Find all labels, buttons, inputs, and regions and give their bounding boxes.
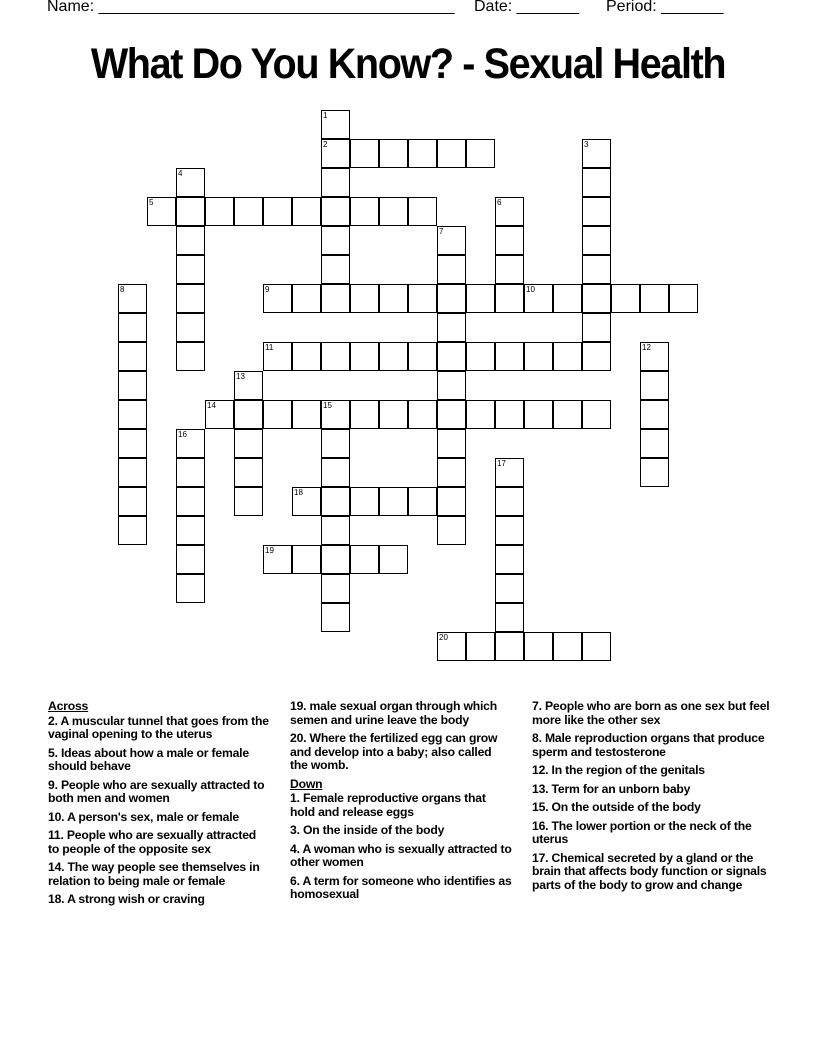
clue-text: Female reproductive organs that hold and release eggs — [290, 791, 486, 819]
clue-number-label: 16. — [532, 818, 549, 833]
clue-item — [48, 811, 270, 825]
clue-text: Term for an unborn baby — [548, 781, 691, 796]
crossword-cell[interactable] — [176, 168, 205, 197]
clue-text: Ideas about how a male or female should behave — [48, 745, 249, 773]
clue-item — [290, 843, 512, 870]
crossword-cell[interactable] — [640, 284, 669, 313]
crossword-cell[interactable] — [495, 255, 524, 284]
across-clue-list-continued — [290, 700, 512, 773]
crossword-cell[interactable] — [582, 632, 611, 661]
crossword-cell[interactable] — [118, 516, 147, 545]
crossword-cell[interactable] — [437, 487, 466, 516]
crossword-cell[interactable] — [292, 487, 321, 516]
crossword-cell[interactable] — [640, 400, 669, 429]
clue-text: The lower portion or the neck of the uterus — [532, 818, 752, 846]
crossword-cell[interactable] — [321, 429, 350, 458]
crossword-cell[interactable] — [118, 458, 147, 487]
crossword-cell[interactable] — [379, 400, 408, 429]
crossword-cell[interactable] — [553, 632, 582, 661]
across-heading: Across — [48, 699, 89, 713]
crossword-cell[interactable] — [118, 371, 147, 400]
clue-number: 1 — [323, 111, 328, 120]
crossword-cell[interactable] — [176, 284, 205, 313]
crossword-cell[interactable] — [495, 603, 524, 632]
clue-number: 6 — [497, 198, 502, 207]
crossword-cell[interactable] — [176, 516, 205, 545]
crossword-cell[interactable] — [176, 458, 205, 487]
crossword-cell[interactable] — [176, 313, 205, 342]
crossword-cell[interactable] — [379, 487, 408, 516]
crossword-cell[interactable] — [582, 400, 611, 429]
down-clue-list-continued — [532, 700, 772, 892]
crossword-cell[interactable] — [321, 197, 350, 226]
crossword-cell[interactable] — [321, 603, 350, 632]
crossword-cell[interactable] — [466, 342, 495, 371]
clue-number: 14 — [207, 401, 216, 410]
clue-number: 13 — [236, 372, 245, 381]
crossword-cell[interactable] — [321, 400, 350, 429]
crossword-cell[interactable] — [118, 429, 147, 458]
crossword-cell[interactable] — [321, 458, 350, 487]
clue-text: A woman who is sexually attracted to other women — [290, 841, 512, 869]
crossword-cell[interactable] — [495, 226, 524, 255]
crossword-cell[interactable] — [495, 487, 524, 516]
crossword-cell[interactable] — [292, 342, 321, 371]
clue-number: 2 — [323, 140, 328, 149]
crossword-cell[interactable] — [263, 197, 292, 226]
clue-number: 12 — [642, 343, 651, 352]
down-heading: Down — [290, 776, 323, 791]
clue-number: 8 — [120, 285, 125, 294]
clue-number-label: 2. — [48, 713, 58, 728]
crossword-cell[interactable] — [234, 400, 263, 429]
crossword-cell[interactable] — [495, 342, 524, 371]
crossword-cell[interactable] — [495, 516, 524, 545]
crossword-cell[interactable] — [205, 197, 234, 226]
clue-number-label: 20. — [290, 731, 307, 745]
crossword-cell[interactable] — [524, 632, 553, 661]
clue-number-label: 5. — [48, 745, 58, 760]
clue-text: Chemical secreted by a gland or the brain that affects body function or signals parts of the body to grow and change — [532, 850, 767, 892]
crossword-cell[interactable] — [495, 574, 524, 603]
crossword-cell[interactable] — [176, 429, 205, 458]
crossword-cell[interactable] — [321, 255, 350, 284]
crossword-cell[interactable] — [466, 139, 495, 168]
crossword-cell[interactable] — [292, 284, 321, 313]
clues-column-2 — [290, 700, 512, 907]
clue-number-label: 15. — [532, 800, 549, 814]
clue-text: People who are born as one sex but feel more like the other sex — [532, 699, 770, 727]
crossword-cell[interactable] — [379, 545, 408, 574]
crossword-cell[interactable] — [495, 545, 524, 574]
crossword-cell[interactable] — [437, 313, 466, 342]
crossword-cell[interactable] — [321, 226, 350, 255]
crossword-cell[interactable] — [466, 632, 495, 661]
crossword-cell[interactable] — [524, 400, 553, 429]
crossword-cell[interactable] — [553, 400, 582, 429]
clue-item — [290, 732, 512, 773]
crossword-cell[interactable] — [234, 458, 263, 487]
crossword-cell[interactable] — [321, 342, 350, 371]
name-field[interactable]: Name: ________________________________________ — [47, 0, 455, 15]
crossword-cell[interactable] — [437, 458, 466, 487]
crossword-cell[interactable] — [408, 139, 437, 168]
clue-number: 17 — [497, 459, 506, 468]
clue-text: A strong wish or craving — [64, 892, 205, 906]
crossword-cell[interactable] — [640, 458, 669, 487]
clue-number: 15 — [323, 401, 332, 410]
crossword-cell[interactable] — [495, 284, 524, 313]
clue-number-label: 17. — [532, 850, 549, 865]
clue-item — [290, 792, 512, 819]
clue-number-label: 11. — [48, 828, 64, 842]
crossword-cell[interactable] — [408, 197, 437, 226]
crossword-cell[interactable] — [437, 632, 466, 661]
crossword-cell[interactable] — [176, 574, 205, 603]
crossword-cell[interactable] — [437, 255, 466, 284]
crossword-cell[interactable] — [350, 139, 379, 168]
clue-number: 5 — [149, 198, 154, 207]
crossword-cell[interactable] — [321, 545, 350, 574]
crossword-cell[interactable] — [350, 487, 379, 516]
crossword-cell[interactable] — [118, 284, 147, 313]
clue-text: Male reproduction organs that produce sperm and testosterone — [532, 731, 765, 759]
crossword-cell[interactable] — [321, 110, 350, 139]
crossword-cell[interactable] — [176, 197, 205, 226]
down-clue-list — [290, 792, 512, 902]
clue-item — [48, 715, 270, 742]
clues-column-3 — [532, 700, 772, 897]
clue-item — [48, 861, 270, 888]
crossword-cell[interactable] — [437, 516, 466, 545]
crossword-cell[interactable] — [582, 168, 611, 197]
crossword-cell[interactable] — [321, 574, 350, 603]
crossword-cell[interactable] — [176, 545, 205, 574]
crossword-cell[interactable] — [408, 342, 437, 371]
crossword-cell[interactable] — [176, 342, 205, 371]
crossword-cell[interactable] — [582, 255, 611, 284]
crossword-cell[interactable] — [611, 284, 640, 313]
clue-number-label: 3. — [290, 823, 300, 837]
crossword-cell[interactable] — [582, 342, 611, 371]
crossword-cell[interactable] — [640, 371, 669, 400]
clue-text: Where the fertilized egg can grow and develop into a baby; also called the womb. — [290, 731, 498, 772]
crossword-cell[interactable] — [176, 226, 205, 255]
crossword-cell[interactable] — [292, 400, 321, 429]
clues-column-1 — [48, 700, 270, 912]
clue-number: 11 — [265, 343, 274, 352]
crossword-cell[interactable] — [495, 197, 524, 226]
crossword-cell[interactable] — [205, 400, 234, 429]
crossword-cell[interactable] — [176, 255, 205, 284]
crossword-cell[interactable] — [321, 168, 350, 197]
crossword-cell[interactable] — [669, 284, 698, 313]
clue-text: A muscular tunnel that goes from the vaginal opening to the uterus — [48, 713, 269, 741]
clue-item — [290, 875, 512, 902]
clue-item — [532, 700, 772, 727]
clue-item — [290, 700, 512, 727]
crossword-cell[interactable] — [379, 197, 408, 226]
clue-number-label: 10. — [48, 809, 65, 824]
clue-number: 18 — [294, 488, 303, 497]
crossword-cell[interactable] — [234, 487, 263, 516]
crossword-cell[interactable] — [263, 342, 292, 371]
crossword-cell[interactable] — [321, 139, 350, 168]
clue-number-label: 13. — [532, 781, 549, 796]
clue-number-label: 8. — [532, 731, 542, 745]
crossword-cell[interactable] — [466, 284, 495, 313]
crossword-cell[interactable] — [321, 516, 350, 545]
clue-number-label: 6. — [290, 873, 300, 888]
clue-text: People who are sexually attracted to both men and women — [48, 777, 265, 805]
crossword-cell[interactable] — [118, 313, 147, 342]
clue-text: A term for someone who identifies as homosexual — [290, 873, 512, 901]
crossword-cell[interactable] — [495, 632, 524, 661]
clue-number: 19 — [265, 546, 274, 555]
clue-number-label: 4. — [290, 841, 300, 856]
crossword-cell[interactable] — [118, 400, 147, 429]
clue-text: male sexual organ through which semen and urine leave the body — [290, 699, 498, 727]
crossword-cell[interactable] — [582, 226, 611, 255]
crossword-cell[interactable] — [379, 284, 408, 313]
crossword-cell[interactable] — [437, 284, 466, 313]
crossword-cell[interactable] — [640, 429, 669, 458]
crossword-cell[interactable] — [437, 429, 466, 458]
crossword-cell[interactable] — [582, 139, 611, 168]
crossword-cell[interactable] — [321, 284, 350, 313]
clue-number: 10 — [526, 285, 535, 294]
crossword-cell[interactable] — [350, 342, 379, 371]
crossword-cell[interactable] — [234, 429, 263, 458]
date-field[interactable]: Date: _______ — [474, 0, 579, 15]
crossword-cell[interactable] — [582, 313, 611, 342]
clue-number-label: 7. — [532, 699, 542, 713]
clue-item — [290, 824, 512, 838]
clue-number: 3 — [584, 140, 589, 149]
crossword-cell[interactable] — [321, 487, 350, 516]
across-clue-list — [48, 715, 270, 907]
crossword-cell[interactable] — [408, 284, 437, 313]
crossword-cell[interactable] — [582, 284, 611, 313]
crossword-cell[interactable] — [147, 197, 176, 226]
crossword-cell[interactable] — [437, 139, 466, 168]
crossword-cell[interactable] — [350, 197, 379, 226]
clue-text: In the region of the genitals — [548, 763, 705, 777]
crossword-cell[interactable] — [582, 197, 611, 226]
crossword-cell[interactable] — [553, 342, 582, 371]
crossword-cell[interactable] — [350, 284, 379, 313]
crossword-cell[interactable] — [350, 545, 379, 574]
crossword-cell[interactable] — [379, 342, 408, 371]
crossword-cell[interactable] — [292, 197, 321, 226]
crossword-cell[interactable] — [495, 458, 524, 487]
crossword-cell[interactable] — [234, 197, 263, 226]
clue-item — [532, 783, 772, 797]
crossword-cell[interactable] — [408, 487, 437, 516]
clue-number: 16 — [178, 430, 187, 439]
crossword-cell[interactable] — [640, 342, 669, 371]
clue-text: People who are sexually attracted to people of the opposite sex — [48, 828, 257, 856]
crossword-cell[interactable] — [437, 400, 466, 429]
clue-number-label: 19. — [290, 699, 307, 713]
crossword-cell[interactable] — [524, 342, 553, 371]
crossword-cell[interactable] — [292, 545, 321, 574]
clue-number-label: 18. — [48, 892, 65, 906]
clue-number-label: 14. — [48, 860, 65, 874]
crossword-cell[interactable] — [176, 487, 205, 516]
clue-text: On the outside of the body — [548, 800, 701, 814]
crossword-cell[interactable] — [234, 371, 263, 400]
crossword-cell[interactable] — [495, 400, 524, 429]
page-title: What Do You Know? - Sexual Health — [90, 40, 726, 88]
crossword-cell[interactable] — [524, 284, 553, 313]
clue-item — [48, 747, 270, 774]
clue-item — [532, 764, 772, 778]
clue-number: 4 — [178, 169, 183, 178]
clue-number: 9 — [265, 285, 270, 294]
clue-text: The way people see themselves in relation to being male or female — [48, 860, 260, 888]
crossword-cell[interactable] — [466, 400, 495, 429]
crossword-cell[interactable] — [553, 284, 582, 313]
clue-number: 20 — [439, 633, 448, 642]
clue-item — [532, 852, 772, 893]
clue-item — [532, 801, 772, 815]
clue-text: On the inside of the body — [299, 823, 445, 837]
clue-item — [48, 779, 270, 806]
crossword-cell[interactable] — [437, 371, 466, 400]
clue-item — [532, 732, 772, 759]
crossword-cell[interactable] — [379, 139, 408, 168]
clue-item — [48, 893, 270, 907]
clue-number-label: 12. — [532, 763, 549, 777]
crossword-cell[interactable] — [263, 284, 292, 313]
clue-item — [532, 820, 772, 847]
crossword-cell[interactable] — [118, 342, 147, 371]
crossword-cell[interactable] — [437, 342, 466, 371]
clue-number-label: 9. — [48, 777, 58, 792]
crossword-cell[interactable] — [263, 545, 292, 574]
crossword-cell[interactable] — [350, 400, 379, 429]
crossword-cell[interactable] — [408, 400, 437, 429]
clue-number-label: 1. — [290, 791, 300, 805]
period-field[interactable]: Period: _______ — [606, 0, 724, 15]
crossword-cell[interactable] — [263, 400, 292, 429]
clue-text: A person's sex, male or female — [64, 809, 239, 824]
clue-number: 7 — [439, 227, 444, 236]
clue-item — [48, 829, 270, 856]
crossword-cell[interactable] — [118, 487, 147, 516]
crossword-cell[interactable] — [437, 226, 466, 255]
